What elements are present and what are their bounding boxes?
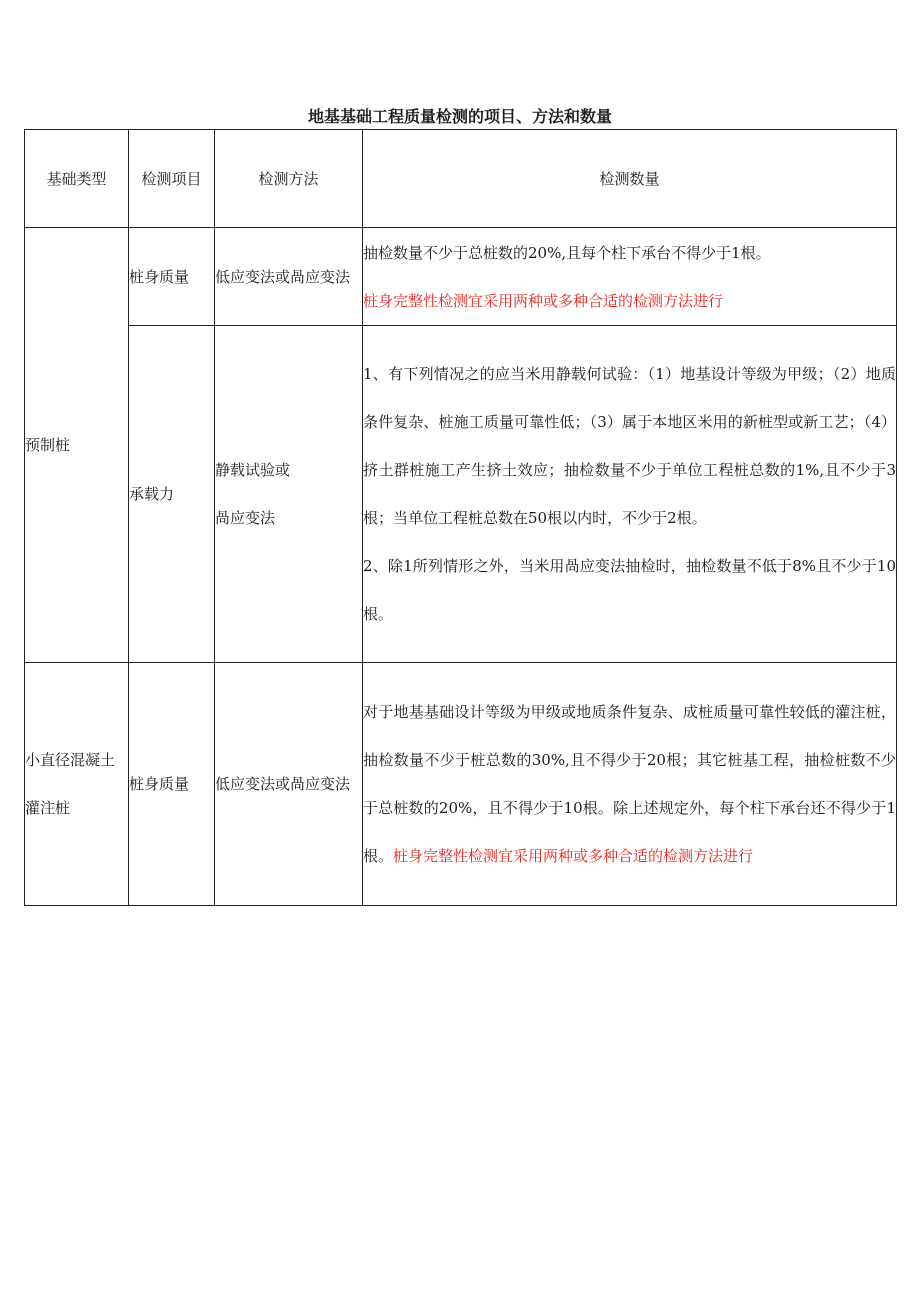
quantity-note-red: 桩身完整性检测宜采用两种或多种合适的检测方法进行 [363,291,724,310]
document-title: 地基基础工程质量检测的项目、方法和数量 [307,107,612,126]
quantity-paragraph: 1、有下列情况之的应当米用静载何试验：（1）地基设计等级为甲级；（2）地质条件复杂、桩施工质量可靠性低；（3）属于本地区米用的新桩型或新工艺；（4）挤土群桩施工产生挤土效应；抽检数量不少于单位工程桩总数的1%,且不少于3根；当单位工程桩总数在50根以内时，不少于2根。 [363,365,896,527]
table-row [25,326,897,663]
method-line: 静载试验或 [215,461,291,479]
method-line: 咼应变法 [215,509,276,527]
inspection-table [24,129,897,906]
table-row [25,228,897,326]
foundation-type-cell: 预制桩 [25,228,129,663]
quantity-note-red: 桩身完整性检测宜采用两种或多种合适的检测方法进行 [393,847,754,865]
table-header-row [25,130,897,228]
header-inspection-quantity: 检测数量 [363,130,897,228]
quantity-text: 对于地基基础设计等级为甲级或地质条件复杂、成桩质量可靠性较低的灌注桩，抽检数量不少于桩总数的30%,且不得少于20根；其它桩基工程，抽检桩数不少于总桩数的20%，且不得少于10根。除上述规定外，每个柱下承台还不得少于1根。 [363,703,896,865]
inspection-quantity-cell [363,326,897,663]
inspection-item-cell: 承载力 [129,326,215,663]
inspection-quantity-cell [363,228,897,326]
inspection-method-cell: 低应变法或咼应变法 [215,228,363,326]
quantity-paragraph: 2、除1所列情形之外，当米用咼应变法抽检时，抽检数量不低于8%且不少于10根。 [363,557,896,623]
header-foundation-type: 基础类型 [25,130,129,228]
inspection-method-cell: 低应变法或咼应变法 [215,663,363,906]
header-inspection-item: 检测项目 [129,130,215,228]
inspection-quantity-cell [363,663,897,906]
header-inspection-method: 检测方法 [215,130,363,228]
inspection-item-cell: 桩身质量 [129,663,215,906]
foundation-type-cell: 小直径混凝土灌注桩 [25,663,129,906]
table-row [25,663,897,906]
quantity-text: 抽检数量不少于总桩数的20%,且每个柱下承台不得少于1根。 [363,243,771,262]
inspection-method-cell [215,326,363,663]
inspection-item-cell: 桩身质量 [129,228,215,326]
